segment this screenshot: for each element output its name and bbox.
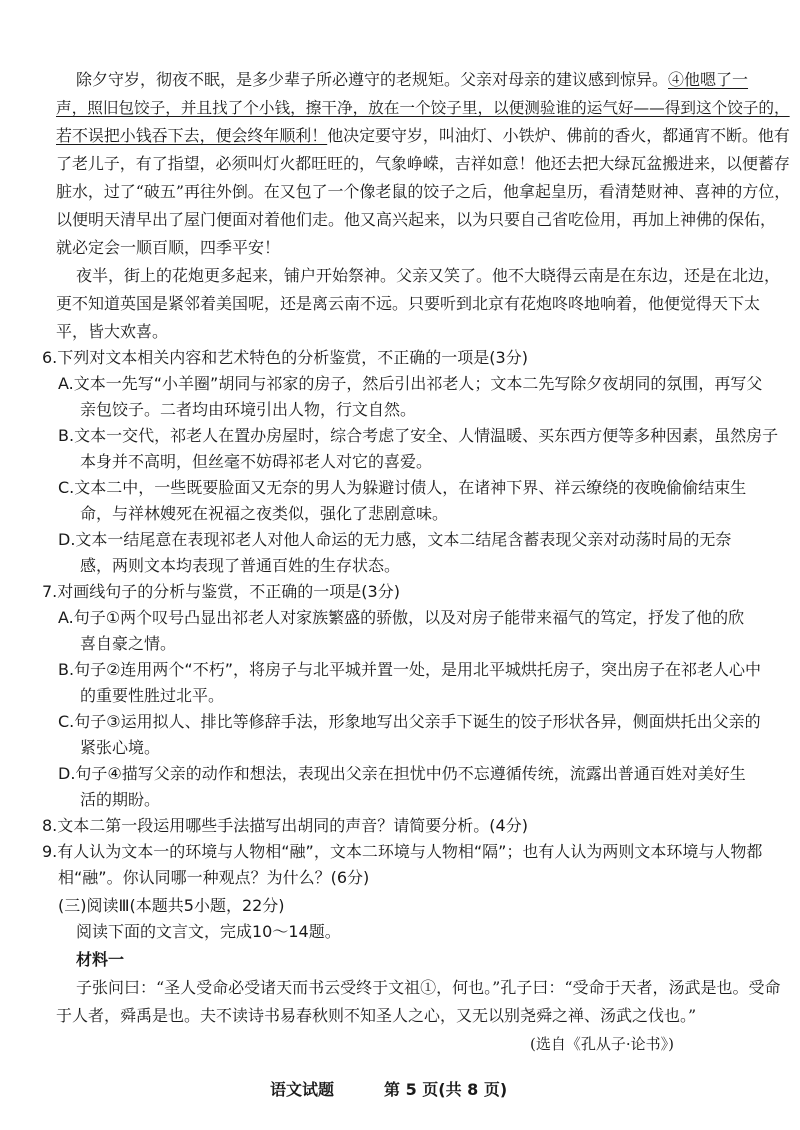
- footer-page-number: 第 5 页(共 8 页): [384, 1080, 508, 1099]
- question-7-option-b-cont: 的重要性胜过北平。: [80, 686, 225, 705]
- question-6-option-c: C.文本二中，一些既要脸面又无奈的男人为躲避讨债人，在诸神下界、祥云缭绕的夜晚偷偷结束生: [58, 478, 747, 497]
- question-6-option-d-cont: 感，两则文本均表现了普通百姓的生存状态。: [80, 556, 401, 575]
- section-3-header: (三)阅读Ⅲ(本题共5小题，22分): [58, 896, 285, 915]
- passage-line: 脏水，过了“破五”再往外倒。在又包了一个像老鼠的饺子之后，他拿起皇历，看清楚财神、喜神的方位，: [56, 182, 791, 201]
- material-1-title: 材料一: [76, 950, 125, 969]
- question-7-option-d-cont: 活的期盼。: [80, 790, 161, 809]
- passage-line: 平，皆大欢喜。: [56, 322, 169, 341]
- question-6-stem: 6.下列对文本相关内容和艺术特色的分析鉴赏，不正确的一项是(3分): [42, 348, 528, 367]
- passage-line: 了老儿子，有了指望，必须叫灯火都旺旺的，气象峥嵘，吉祥如意！他还去把大绿瓦盆搬进来，以便蓄存: [56, 154, 790, 173]
- question-7-stem: 7.对画线句子的分析与鉴赏，不正确的一项是(3分): [42, 582, 400, 601]
- question-7-option-c-cont: 紧张心境。: [80, 738, 161, 757]
- underlined-sentence-4: ④他嗯了一: [668, 70, 749, 89]
- question-7-option-d: D.句子④描写父亲的动作和想法，表现出父亲在担忧中仍不忘遵循传统，流露出普通百姓对美好生: [58, 764, 746, 783]
- question-6-option-a: A.文本一先写“小羊圈”胡同与祁家的房子，然后引出祁老人；文本二先写除夕夜胡同的氛围，再写父: [58, 374, 763, 393]
- question-7-option-a: A.句子①两个叹号凸显出祁老人对家族繁盛的骄傲，以及对房子能带来福气的笃定，抒发了他的欣: [58, 608, 745, 627]
- passage-line: 以便明天清早出了屋门便面对着他们走。他又高兴起来，以为只要自己省吃俭用，再加上神佛的保佑，: [56, 210, 777, 229]
- footer-subject: 语文试题: [270, 1080, 335, 1099]
- section-3-instruction: 阅读下面的文言文，完成10～14题。: [76, 922, 341, 941]
- question-7-option-c: C.句子③运用拟人、排比等修辞手法，形象地写出父亲手下诞生的饺子形状各异，侧面烘托出父亲的: [58, 712, 761, 731]
- passage-line: 就必定会一顺百顺，四季平安！: [56, 238, 281, 257]
- material-1-source: (选自《孔从子·论书》): [530, 1035, 674, 1053]
- passage-text: 他决定要守岁，叫油灯、小铁炉、佛前的香火，都通宵不断。他有: [327, 126, 790, 145]
- question-9-stem-cont: 相“融”。你认同哪一种观点？为什么？(6分): [58, 868, 370, 887]
- underlined-sentence-4: 若不误把小钱吞下去，便会终年顺利！: [56, 126, 328, 145]
- passage-line: 更不知道英国是紧邻着美国呢，还是离云南不远。只要听到北京有花炮咚咚地响着，他便觉得天下太: [56, 294, 761, 313]
- question-6-option-d: D.文本一结尾意在表现祁老人对他人命运的无力感，文本二结尾含蓄表现父亲对动荡时局的无奈: [58, 530, 732, 549]
- passage-text: 除夕守岁，彻夜不眠，是多少辈子所必遵守的老规矩。父亲对母亲的建议感到惊异。: [76, 70, 669, 89]
- question-6-option-c-cont: 命，与祥林嫂死在祝福之夜类似，强化了悲剧意味。: [80, 504, 449, 523]
- material-1-text: 子张问曰：“圣人受命必受诸天而书云受终于文祖①，何也。”孔子曰：“受命于天者，汤武是也。受命: [76, 978, 781, 997]
- passage-line: 夜半，街上的花炮更多起来，铺户开始祭神。父亲又笑了。他不大晓得云南是在东边，还是在北边，: [76, 266, 781, 285]
- material-1-text-cont: 于人者，舜禹是也。夫不读诗书易春秋则不知圣人之心，又无以别尧舜之禅、汤武之伐也。”: [56, 1006, 697, 1025]
- question-6-option-b: B.文本一交代，祁老人在置办房屋时，综合考虑了安全、人情温暖、买东西方便等多种因素，虽然房子: [58, 426, 779, 445]
- passage-line: [56, 126, 790, 146]
- question-7-option-b: B.句子②连用两个“不朽”，将房子与北平城并置一处，是用北平城烘托房子，突出房子在祁老人心中: [58, 660, 761, 679]
- question-6-option-b-cont: 本身并不高明，但丝毫不妨碍祁老人对它的喜爱。: [80, 452, 433, 471]
- question-8: 8.文本二第一段运用哪些手法描写出胡同的声音？请简要分析。(4分): [42, 816, 528, 835]
- question-9-stem: 9.有人认为文本一的环境与人物相“融”，文本二环境与人物相“隔”；也有人认为两则文本环境与人物都: [42, 842, 763, 861]
- question-6-option-a-cont: 亲包饺子。二者均由环境引出人物，行文自然。: [80, 400, 417, 419]
- question-7-option-a-cont: 喜自豪之情。: [80, 634, 177, 653]
- passage-line: [76, 70, 748, 90]
- underlined-sentence-4: 声，照旧包饺子，并且找了个小钱，擦干净，放在一个饺子里，以便测验谁的运气好——得到这个饺子的，: [56, 99, 790, 117]
